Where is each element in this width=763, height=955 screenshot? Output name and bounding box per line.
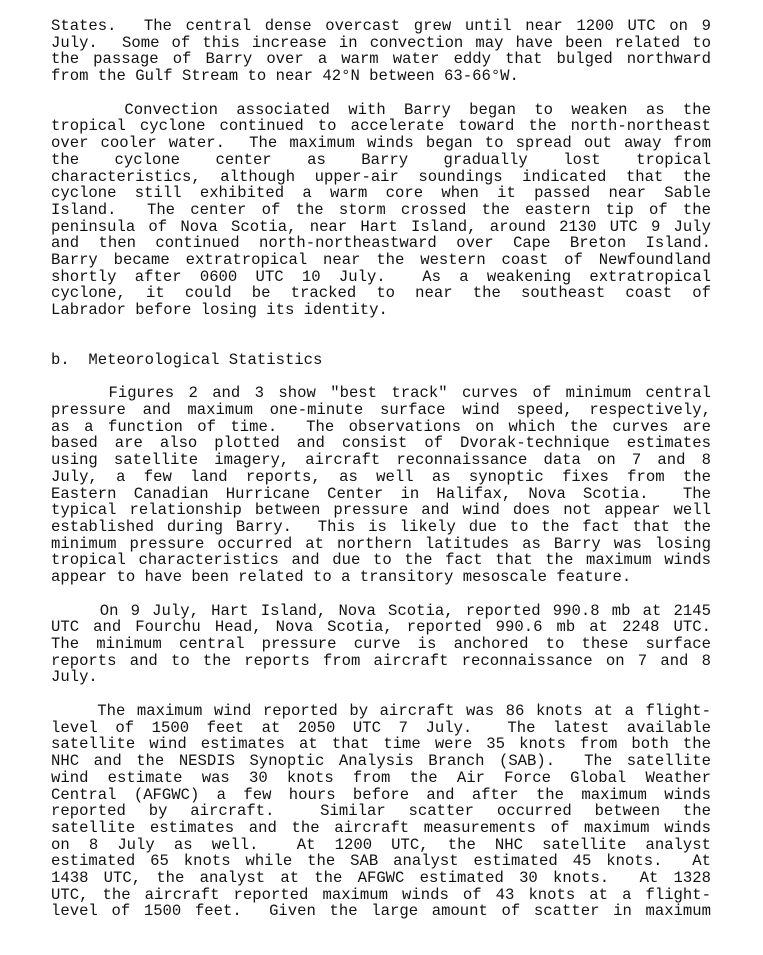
text-line: wind estimate was 30 knots from the Air Force Global Weather (51, 768, 711, 787)
text-line: cyclone, it could be tracked to near the southeast coast of (51, 284, 711, 303)
text-line: from the Gulf Stream to near 42°N between 63-66°W. (51, 67, 519, 86)
text-line: satellite wind estimates at that time were 35 knots from both the (51, 735, 711, 754)
text-line: States. The central dense overcast grew until near 1200 UTC on 9 (51, 17, 711, 35)
text-line: 1438 UTC, the analyst at the AFGWC estimated 30 knots. At 1328 (51, 868, 711, 887)
text-line: over cooler water. The maximum winds began to spread out away from (51, 134, 711, 153)
text-line: UTC and Fourchu Head, Nova Scotia, reported 990.6 mb at 2248 UTC. (51, 618, 711, 637)
paragraph-max-wind-aircraft (51, 703, 711, 920)
text-line: estimated 65 knots while the SAB analyst estimated 45 knots. At (51, 852, 711, 871)
text-line: cyclone still exhibited a warm core when it passed near Sable (51, 184, 711, 203)
text-line: July, a few land reports, as well as synoptic fixes from the (51, 467, 711, 486)
text-line: reports and to the reports from aircraft reconnaissance on 7 and 8 (51, 651, 711, 670)
text-line: the cyclone center as Barry gradually lost tropical (51, 150, 711, 169)
text-line: appear to have been related to a transitory mesoscale feature. (51, 567, 632, 586)
text-line: The maximum wind reported by aircraft was 86 knots at a flight- (51, 702, 711, 721)
text-line: as a function of time. The observations on which the curves are (51, 417, 711, 436)
text-line: Convection associated with Barry began to weaken as the (51, 100, 711, 119)
paragraph-july-9-reports (51, 603, 711, 686)
text-line: Labrador before losing its identity. (51, 301, 388, 319)
document-page (51, 18, 711, 920)
text-line: on 8 July as well. At 1200 UTC, the NHC satellite analyst (51, 835, 711, 854)
text-line: Island. The center of the storm crossed the eastern tip of the (51, 200, 711, 219)
text-line: satellite estimates and the aircraft measurements of maximum winds (51, 818, 711, 837)
text-line: typical relationship between pressure and wind does not appear well (51, 501, 711, 520)
paragraph-figures-2-3 (51, 385, 711, 585)
text-line: level of 1500 feet at 2050 UTC 7 July. The latest available (51, 718, 711, 737)
text-line: using satellite imagery, aircraft reconnaissance data on 7 and 8 (51, 451, 711, 470)
text-line: based are also plotted and consist of Dvorak-technique estimates (51, 434, 711, 453)
text-line: Barry became extratropical near the western coast of Newfoundland (51, 250, 711, 269)
text-line: the passage of Barry over a warm water eddy that bulged northward (51, 50, 711, 69)
text-line: NHC and the NESDIS Synoptic Analysis Branch (SAB). The satellite (51, 752, 711, 771)
text-line: UTC, the aircraft reported maximum winds of 43 knots at a flight- (51, 885, 711, 904)
text-line: reported by aircraft. Similar scatter occurred between the (51, 802, 711, 821)
text-line: pressure and maximum one-minute surface wind speed, respectively, (51, 401, 711, 420)
text-line: tropical cyclone continued to accelerate toward the north-northeast (51, 117, 711, 136)
text-line: characteristics, although upper-air soundings indicated that the (51, 167, 711, 186)
text-line: Eastern Canadian Hurricane Center in Halifax, Nova Scotia. The (51, 484, 711, 503)
text-line: peninsula of Nova Scotia, near Hart Island, around 2130 UTC 9 July (51, 217, 711, 236)
text-line: shortly after 0600 UTC 10 July. As a weakening extratropical (51, 267, 711, 286)
text-line: On 9 July, Hart Island, Nova Scotia, reported 990.8 mb at 2145 (51, 601, 711, 620)
text-line: July. (51, 668, 98, 687)
text-line: minimum pressure occurred at northern latitudes as Barry was losing (51, 534, 711, 553)
text-line: Figures 2 and 3 show "best track" curves of minimum central (51, 384, 711, 403)
text-line: established during Barry. This is likely due to the fact that the (51, 517, 711, 536)
text-line: tropical characteristics and due to the fact that the maximum winds (51, 551, 711, 570)
section-heading (51, 352, 711, 369)
paragraph-convection-weaken (51, 102, 711, 319)
text-line: level of 1500 feet. Given the large amount of scatter in maximum (51, 902, 711, 921)
text-line: Central (AFGWC) a few hours before and after the maximum winds (51, 785, 711, 804)
text-line: The minimum central pressure curve is anchored to these surface (51, 635, 711, 653)
section-title: b. Meteorological Statistics (51, 350, 323, 369)
paragraph-intro-continued (51, 18, 711, 85)
text-line: July. Some of this increase in convection may have been related to (51, 33, 711, 52)
text-line: and then continued north-northeastward over Cape Breton Island. (51, 234, 711, 253)
